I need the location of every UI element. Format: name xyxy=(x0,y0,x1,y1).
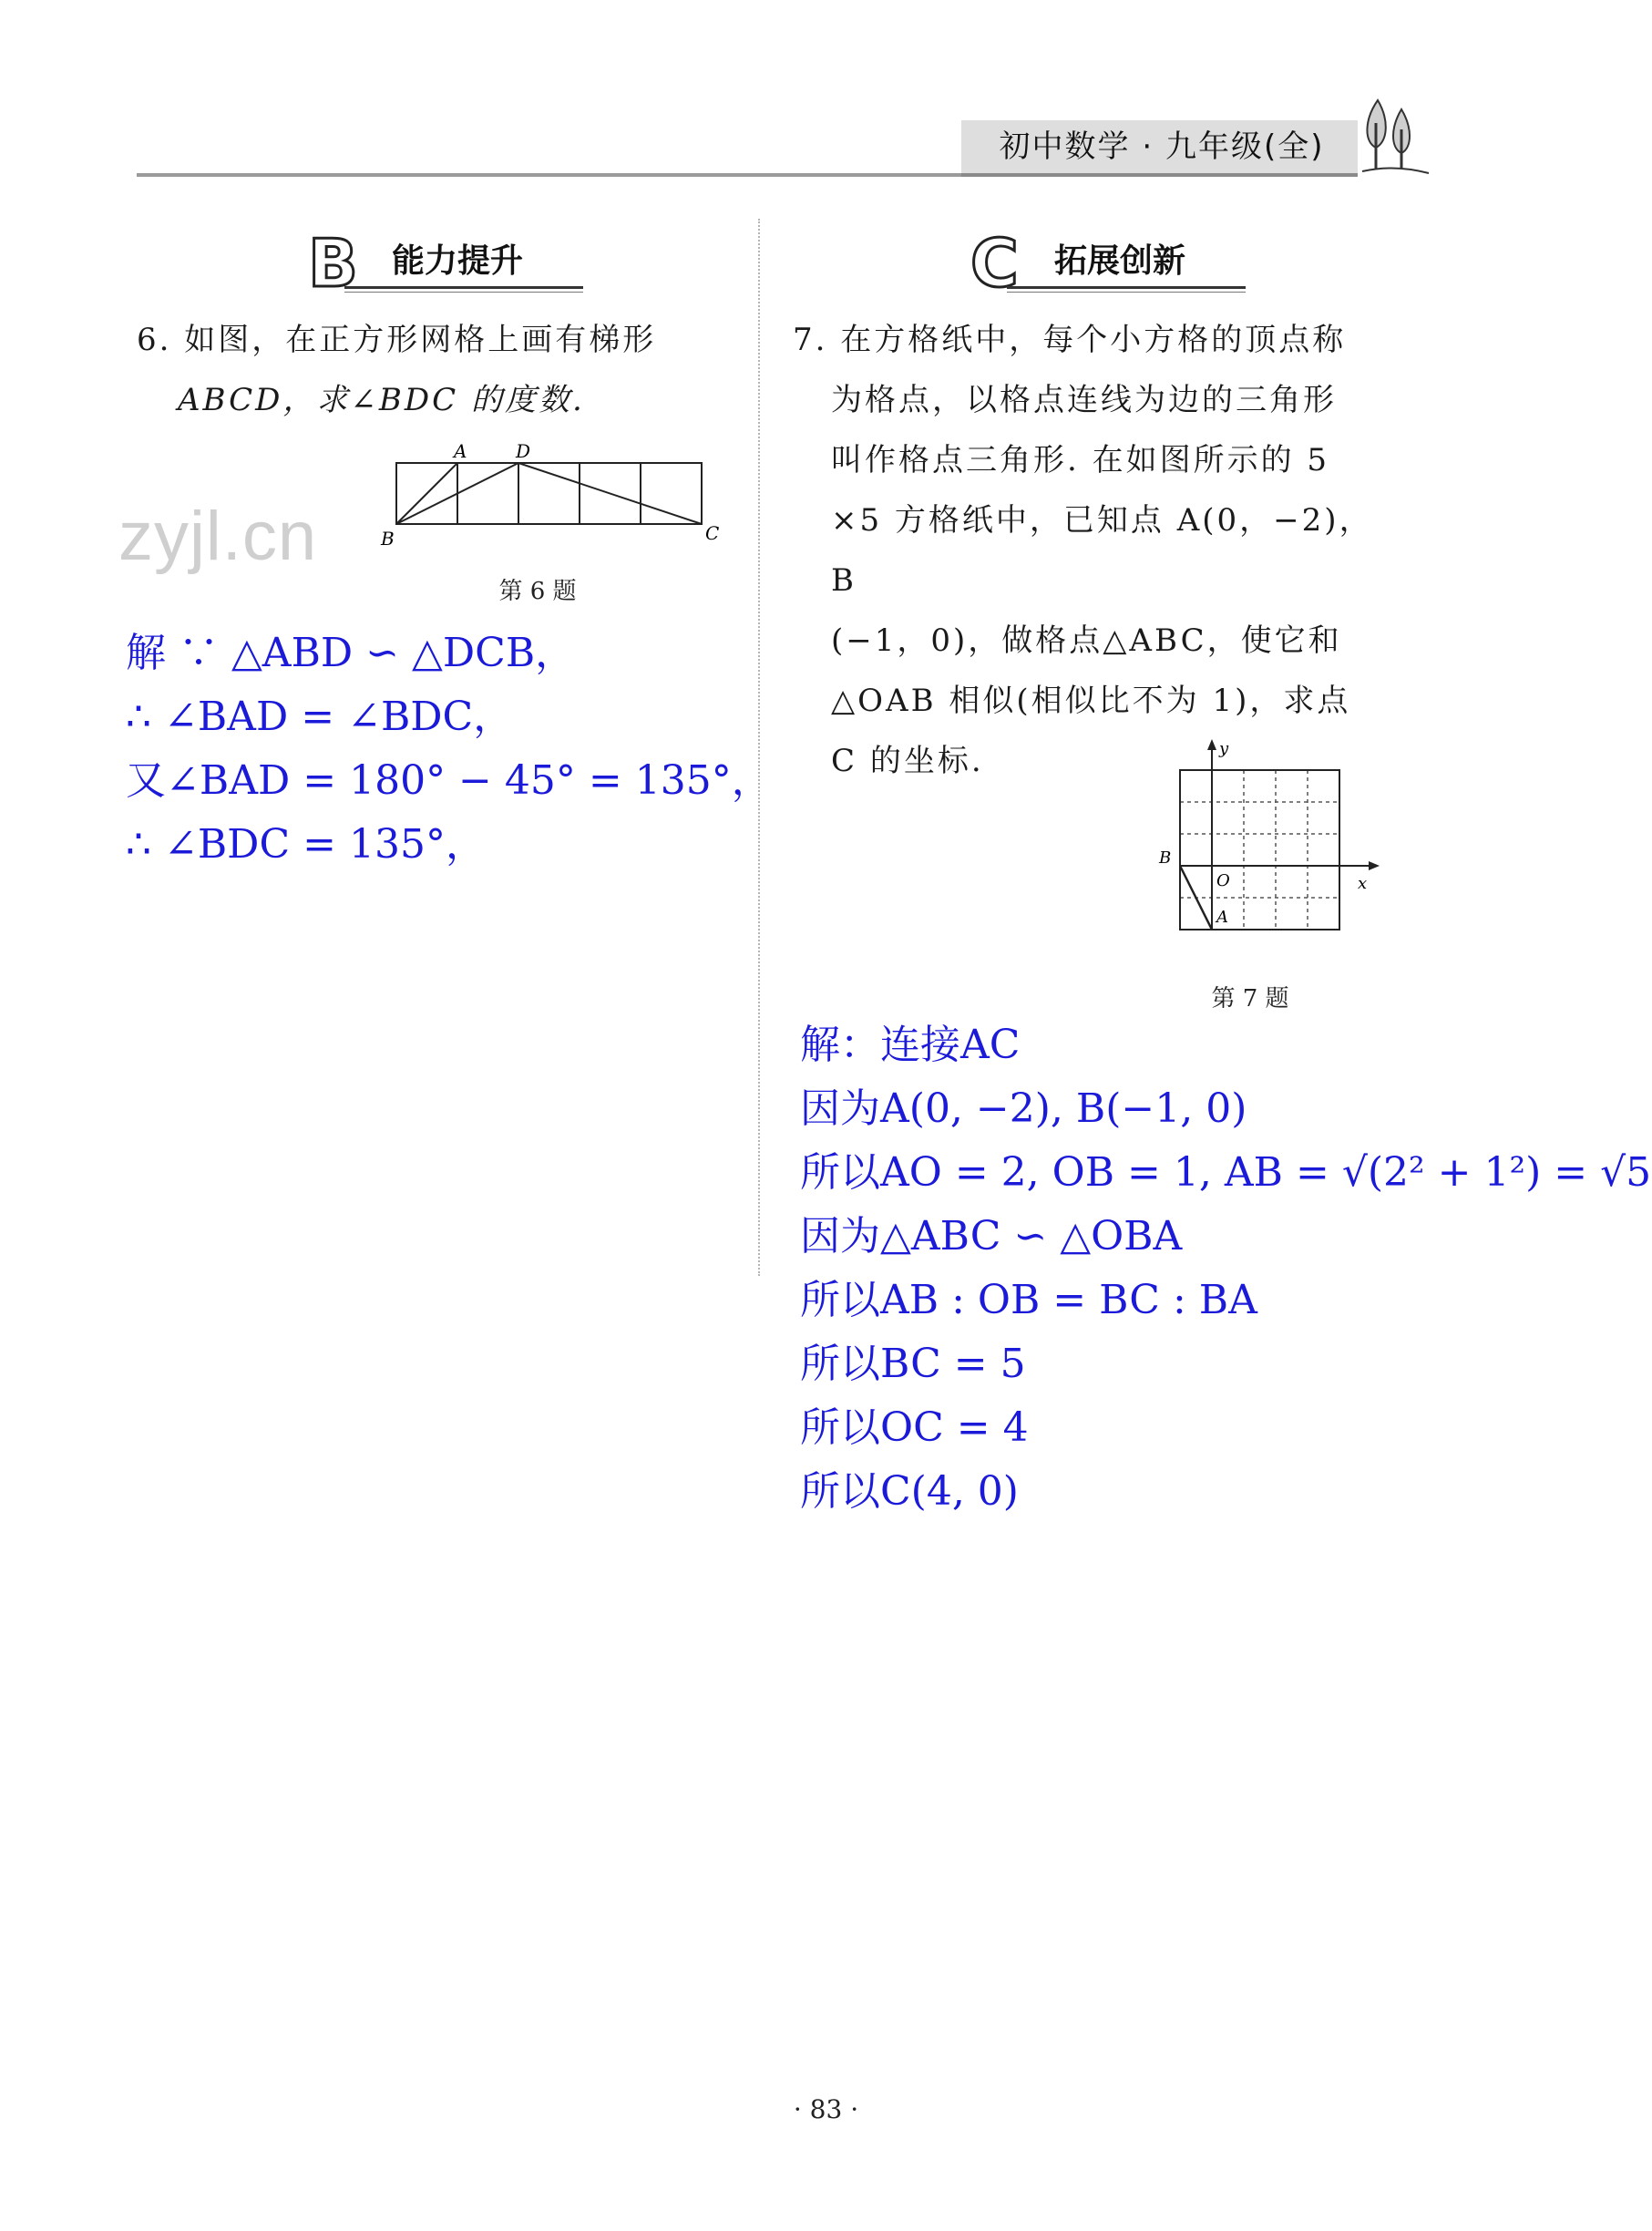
problem-7-line-3: 叫作格点三角形. 在如图所示的 5 xyxy=(831,442,1330,478)
solution-6-line-2: ∴ ∠BAD = ∠BDC， xyxy=(126,694,514,740)
solution-7-line-1: 解：连接AC xyxy=(800,1022,1021,1068)
figure-6-caption: 第 6 题 xyxy=(498,578,577,605)
section-b-header xyxy=(308,225,600,302)
problem-7 xyxy=(793,310,1394,791)
watermark: zyjl.cn xyxy=(118,498,318,575)
figure-6-label-b: B xyxy=(381,528,395,550)
figure-6-label-c: C xyxy=(705,522,720,544)
problem-6 xyxy=(137,310,738,430)
problem-6-line-1: 6. 如图，在正方形网格上画有梯形 xyxy=(137,322,657,358)
section-c-title: 拓展创新 xyxy=(1054,242,1186,280)
solution-7-line-8: 所以C(4, 0) xyxy=(800,1468,1019,1515)
figure-7-label-b: B xyxy=(1159,848,1172,868)
problem-7-line-4: ×5 方格纸中，已知点 A(0，−2)，B xyxy=(831,502,1373,599)
solution-7-line-2: 因为A(0, −2), B(−1, 0) xyxy=(800,1085,1247,1132)
section-c-letter: C xyxy=(970,225,1019,302)
section-b-underline-thin xyxy=(344,292,583,293)
solution-6-line-4: ∴ ∠BDC = 135°， xyxy=(126,821,486,868)
solution-7-line-3: 所以AO = 2, OB = 1, AB = √(2² + 1²) = √5 xyxy=(800,1149,1652,1196)
figure-6-trapezoid-grid xyxy=(374,436,738,554)
solution-7-line-6: 所以BC = 5 xyxy=(800,1341,1026,1387)
page-number: · 83 · xyxy=(793,2094,859,2124)
figure-7-label-a: A xyxy=(1216,908,1228,927)
figure-7-label-y: y xyxy=(1219,739,1229,758)
figure-6-label-d: D xyxy=(516,440,531,462)
solution-7 xyxy=(800,1013,1651,1524)
section-b-title: 能力提升 xyxy=(392,242,524,280)
figure-7-coordinate-grid xyxy=(1146,734,1383,943)
solution-7-line-4: 因为△ABC ∽ △OBA xyxy=(800,1213,1183,1259)
section-b-letter: B xyxy=(308,225,358,302)
solution-7-line-5: 所以AB : OB = BC : BA xyxy=(800,1277,1257,1323)
problem-7-line-6: △OAB 相似(相似比不为 1)，求点 xyxy=(831,683,1351,719)
problem-7-line-2: 为格点，以格点连线为边的三角形 xyxy=(831,382,1337,418)
problem-6-line-2: ABCD，求∠BDC 的度数. xyxy=(178,382,585,418)
tree-logo-icon xyxy=(1358,91,1431,178)
solution-6-line-1: 解 ∵ △ABD ∽ △DCB， xyxy=(126,630,576,676)
problem-7-line-1: 7. 在方格纸中，每个小方格的顶点称 xyxy=(793,322,1347,358)
section-c-underline xyxy=(1007,286,1246,289)
header-title: 初中数学 · 九年级(全) xyxy=(999,129,1325,165)
section-c-underline-thin xyxy=(1007,292,1246,293)
section-b-underline xyxy=(344,286,583,289)
section-c-header xyxy=(970,225,1262,302)
solution-7-line-7: 所以OC = 4 xyxy=(800,1404,1029,1451)
figure-7-caption: 第 7 题 xyxy=(1211,985,1289,1013)
solution-6-line-3: 又∠BAD = 180° − 45° = 135°， xyxy=(126,757,772,804)
figure-6-label-a: A xyxy=(454,440,467,462)
figure-7-label-x: x xyxy=(1358,874,1368,893)
solution-6 xyxy=(126,622,772,877)
problem-7-line-5: (−1，0)，做格点△ABC，使它和 xyxy=(831,622,1342,659)
figure-7-label-o: O xyxy=(1216,871,1230,890)
problem-7-line-7: C 的坐标. xyxy=(831,743,984,779)
